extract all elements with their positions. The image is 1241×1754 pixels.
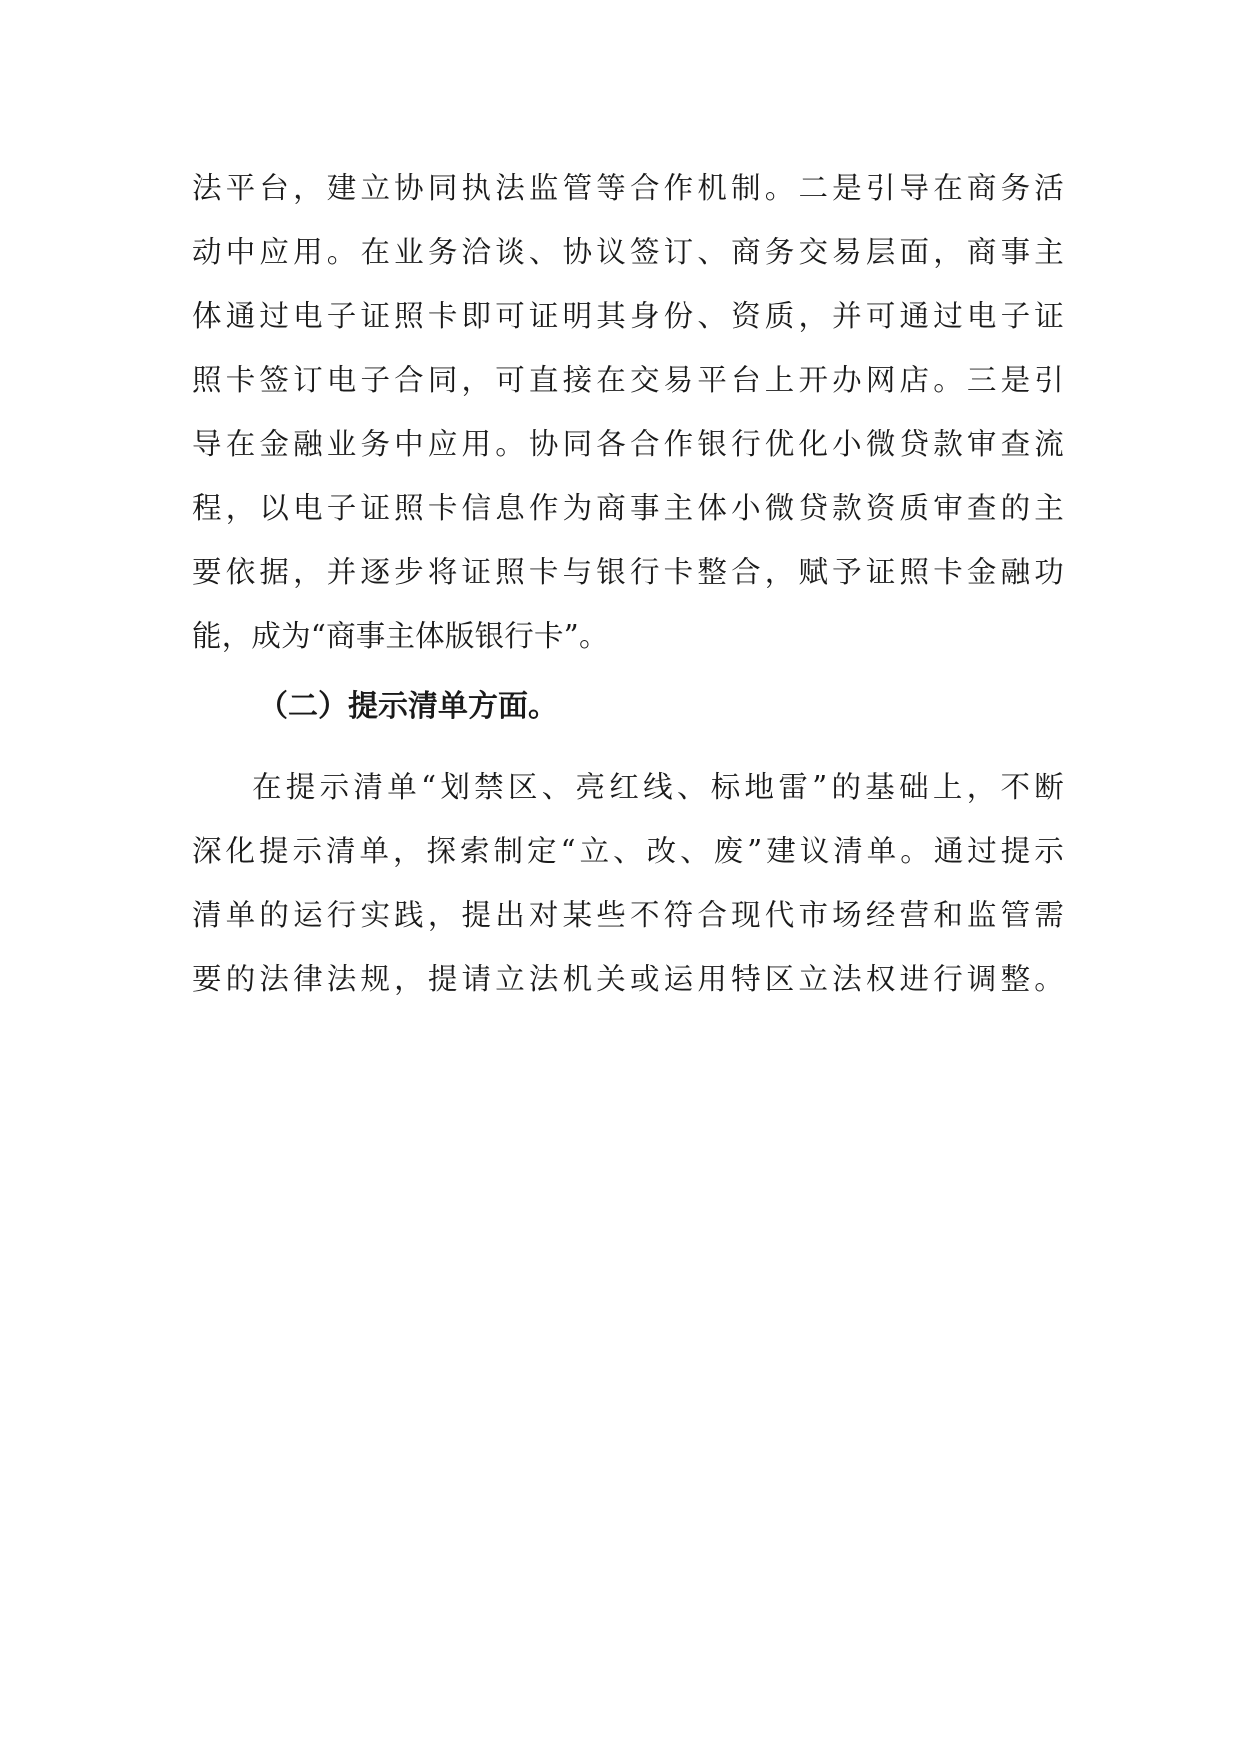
paragraph-line: 要的法律法规，提请立法机关或运用特区立法权进行调整。 bbox=[192, 962, 1064, 996]
paragraph-line: 程，以电子证照卡信息作为商事主体小微贷款资质审查的主 bbox=[192, 491, 1064, 525]
paragraph-line: 要依据，并逐步将证照卡与银行卡整合，赋予证照卡金融功 bbox=[192, 555, 1064, 589]
paragraph-line: 清单的运行实践，提出对某些不符合现代市场经营和监管需 bbox=[192, 898, 1064, 932]
paragraph-line: 体通过电子证照卡即可证明其身份、资质，并可通过电子证 bbox=[192, 299, 1064, 333]
paragraph-2 bbox=[192, 755, 1064, 1011]
paragraph-line: 动中应用。在业务洽谈、协议签订、商务交易层面，商事主 bbox=[192, 235, 1064, 269]
section-heading: （二）提示清单方面。 bbox=[258, 689, 558, 724]
paragraph-line: 深化提示清单，探索制定“立、改、废”建议清单。通过提示 bbox=[192, 834, 1064, 868]
paragraph-1 bbox=[192, 156, 1064, 668]
paragraph-line: 导在金融业务中应用。协同各合作银行优化小微贷款审查流 bbox=[192, 427, 1064, 461]
paragraph-line: 能，成为“商事主体版银行卡”。 bbox=[192, 619, 609, 653]
paragraph-line: 照卡签订电子合同，可直接在交易平台上开办网店。三是引 bbox=[192, 363, 1064, 397]
paragraph-line: 法平台，建立协同执法监管等合作机制。二是引导在商务活 bbox=[192, 171, 1064, 205]
paragraph-line: 在提示清单“划禁区、亮红线、标地雷”的基础上，不断 bbox=[252, 770, 1064, 804]
